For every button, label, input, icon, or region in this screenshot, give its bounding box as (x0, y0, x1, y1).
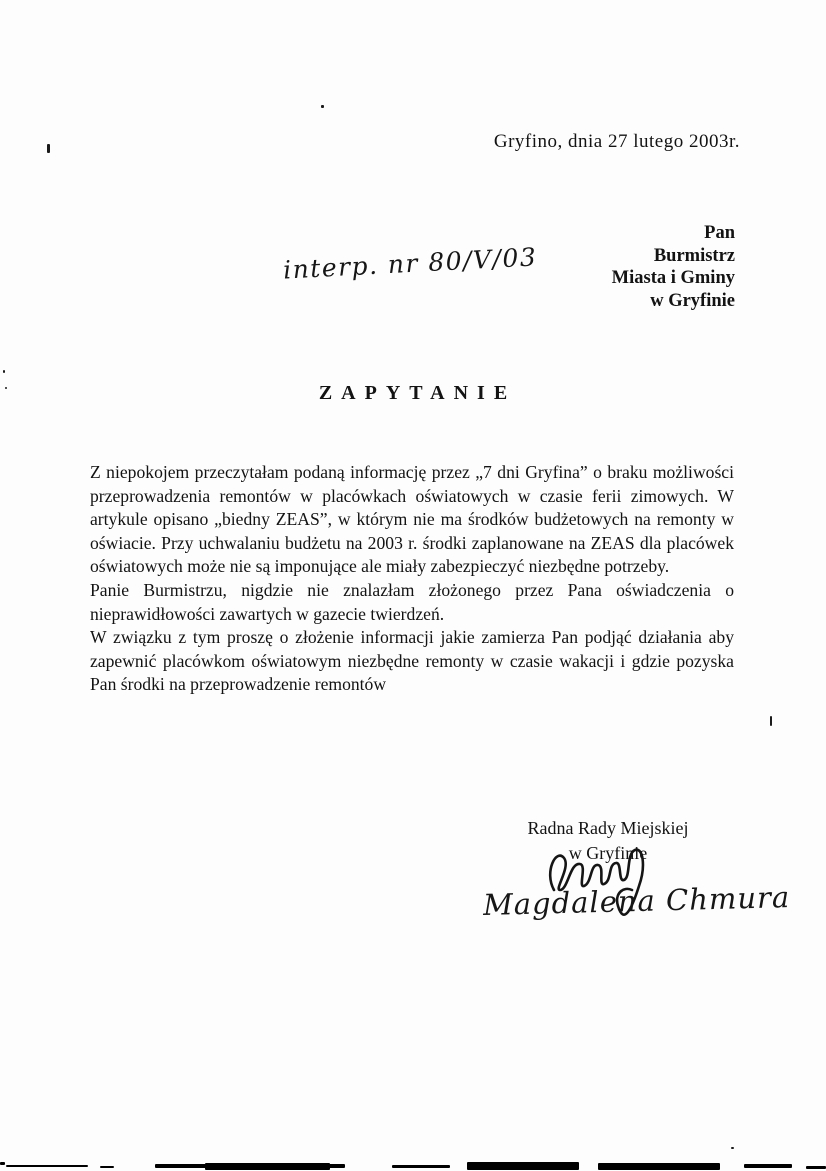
date-line: Gryfino, dnia 27 lutego 2003r. (493, 131, 740, 152)
body-paragraph: Panie Burmistrzu, nigdzie nie znalazłam złożonego przez Pana oświadczenia o nieprawidłowości zawartych w gazecie twierdzeń. (90, 579, 734, 624)
signature-name: Magdalena Chmura (482, 879, 791, 923)
scan-speck (731, 1147, 734, 1149)
closing-role-line: w Gryfinie (568, 843, 648, 863)
scan-speck (321, 105, 324, 108)
body-paragraph: Z niepokojem przeczytałam podaną informację przez „7 dni Gryfina” o braku możliwości przeprowadzenia remontów w placówkach oświatowych w czasie ferii zimowych. W artykule opisano „biedny ZEAS”, w którym nie ma środków budżetowych na remonty w oświacie. Przy uchwalaniu budżetu na 2003 r. środki zaplanowane na ZEAS dla placówek oświatowych może nie są imponujące ale miały zabezpieczyć niezbędne potrzeby. (90, 462, 734, 577)
recipient-line: Miasta i Gminy (611, 268, 735, 288)
closing-role-line: Radna Rady Miejskiej (527, 818, 689, 838)
handwritten-annotation: interp. nr 80/V/03 (282, 242, 538, 285)
scan-speck (47, 144, 50, 153)
recipient-line: w Gryfinie (650, 290, 735, 311)
letter-body (90, 461, 734, 697)
recipient-block (612, 222, 735, 312)
letter-title: ZAPYTANIE (318, 382, 517, 404)
body-paragraph: W związku z tym proszę o złożenie informacji jakie zamierza Pan podjąć działania aby zapewnić placówkom oświatowym niezbędne remonty w czasie wakacji i gdzie pozyska Pan środki na przeprowadzenie remontów (90, 627, 734, 695)
recipient-line: Pan (704, 223, 735, 243)
scan-speck (3, 370, 5, 373)
recipient-line: Burmistrz (653, 245, 735, 266)
scan-speck (770, 716, 772, 726)
